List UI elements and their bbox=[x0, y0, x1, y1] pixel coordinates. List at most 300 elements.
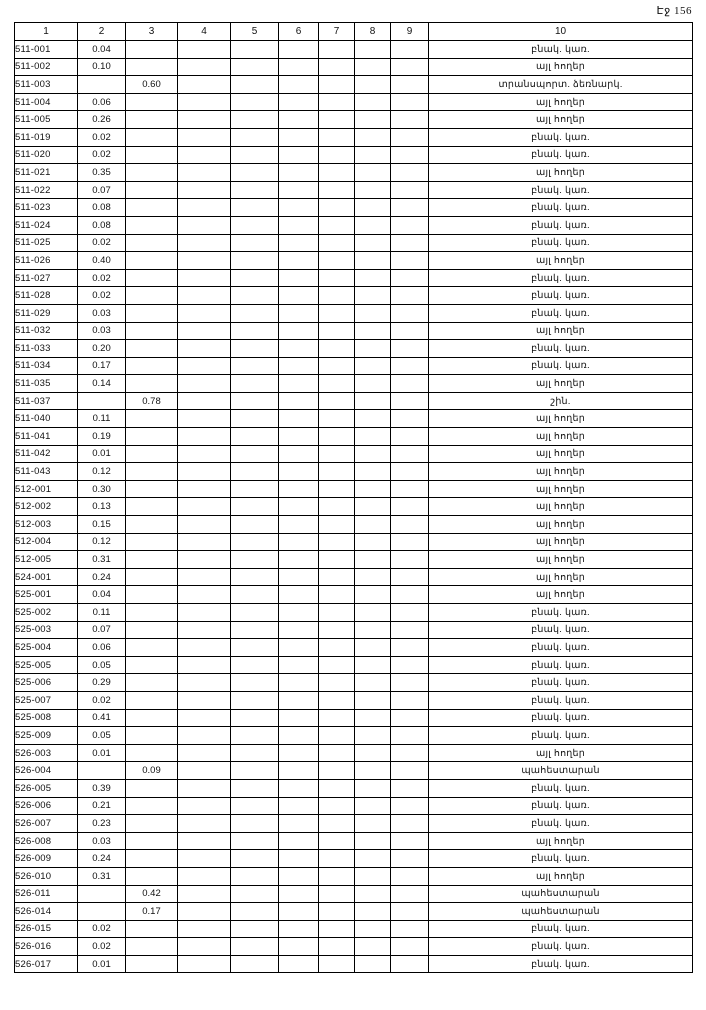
cell-value-8 bbox=[355, 920, 391, 938]
table-row bbox=[15, 111, 693, 129]
cell-value-8 bbox=[355, 199, 391, 217]
table-row bbox=[15, 551, 693, 569]
cell-value-4 bbox=[178, 93, 231, 111]
cell-value-6 bbox=[279, 58, 319, 76]
cell-value-4 bbox=[178, 903, 231, 921]
table-row bbox=[15, 621, 693, 639]
cell-value-8 bbox=[355, 357, 391, 375]
cell-value-3: 0.17 bbox=[126, 903, 178, 921]
cell-value-6 bbox=[279, 322, 319, 340]
cell-usage-note: բնակ. կառ. bbox=[429, 920, 693, 938]
cell-value-7 bbox=[319, 410, 355, 428]
cell-value-8 bbox=[355, 586, 391, 604]
cell-value-2: 0.02 bbox=[78, 234, 126, 252]
cell-usage-note: այլ հողեր bbox=[429, 744, 693, 762]
cell-value-4 bbox=[178, 322, 231, 340]
cell-value-2: 0.13 bbox=[78, 498, 126, 516]
cell-value-5 bbox=[231, 340, 279, 358]
cell-value-2: 0.03 bbox=[78, 322, 126, 340]
cell-value-6 bbox=[279, 516, 319, 534]
cell-value-9 bbox=[391, 58, 429, 76]
cell-value-2: 0.02 bbox=[78, 128, 126, 146]
cell-value-7 bbox=[319, 903, 355, 921]
cell-value-4 bbox=[178, 41, 231, 59]
cell-value-2: 0.02 bbox=[78, 938, 126, 956]
cell-usage-note: տրանսպորտ. ձեռնարկ. bbox=[429, 76, 693, 94]
cell-value-5 bbox=[231, 691, 279, 709]
table-row bbox=[15, 604, 693, 622]
cell-value-4 bbox=[178, 727, 231, 745]
cell-value-6 bbox=[279, 903, 319, 921]
table-row bbox=[15, 498, 693, 516]
cell-value-3 bbox=[126, 815, 178, 833]
cell-value-4 bbox=[178, 920, 231, 938]
cell-value-6 bbox=[279, 287, 319, 305]
cell-value-3 bbox=[126, 516, 178, 534]
cell-value-5 bbox=[231, 885, 279, 903]
cell-value-3 bbox=[126, 691, 178, 709]
cell-value-9 bbox=[391, 727, 429, 745]
cell-value-8 bbox=[355, 674, 391, 692]
cell-usage-note: այլ հողեր bbox=[429, 480, 693, 498]
cell-usage-note: բնակ. կառ. bbox=[429, 41, 693, 59]
cell-value-5 bbox=[231, 463, 279, 481]
cell-value-7 bbox=[319, 41, 355, 59]
table-row bbox=[15, 287, 693, 305]
cell-parcel-code: 511-026 bbox=[15, 252, 78, 270]
cell-value-4 bbox=[178, 304, 231, 322]
cell-parcel-code: 526-003 bbox=[15, 744, 78, 762]
table-row bbox=[15, 885, 693, 903]
cell-value-4 bbox=[178, 815, 231, 833]
cell-parcel-code: 511-023 bbox=[15, 199, 78, 217]
cell-value-5 bbox=[231, 392, 279, 410]
cell-value-4 bbox=[178, 516, 231, 534]
cell-value-3 bbox=[126, 146, 178, 164]
cell-value-5 bbox=[231, 252, 279, 270]
cell-parcel-code: 511-025 bbox=[15, 234, 78, 252]
cell-usage-note: այլ հողեր bbox=[429, 498, 693, 516]
cell-parcel-code: 511-034 bbox=[15, 357, 78, 375]
cell-value-6 bbox=[279, 955, 319, 973]
cell-value-7 bbox=[319, 779, 355, 797]
cell-value-9 bbox=[391, 762, 429, 780]
cell-value-3 bbox=[126, 938, 178, 956]
cell-value-3 bbox=[126, 656, 178, 674]
cell-parcel-code: 525-005 bbox=[15, 656, 78, 674]
table-row bbox=[15, 164, 693, 182]
cell-value-7 bbox=[319, 234, 355, 252]
cell-value-4 bbox=[178, 340, 231, 358]
cell-value-4 bbox=[178, 709, 231, 727]
cell-value-6 bbox=[279, 93, 319, 111]
cell-value-5 bbox=[231, 815, 279, 833]
cell-value-5 bbox=[231, 727, 279, 745]
cell-parcel-code: 512-004 bbox=[15, 533, 78, 551]
table-body bbox=[15, 41, 693, 973]
cell-value-4 bbox=[178, 867, 231, 885]
cell-value-5 bbox=[231, 903, 279, 921]
cell-value-4 bbox=[178, 146, 231, 164]
cell-value-5 bbox=[231, 269, 279, 287]
table-row bbox=[15, 955, 693, 973]
cell-value-3 bbox=[126, 287, 178, 305]
cell-value-4 bbox=[178, 269, 231, 287]
cell-value-9 bbox=[391, 744, 429, 762]
cell-value-4 bbox=[178, 498, 231, 516]
cell-value-7 bbox=[319, 340, 355, 358]
cell-value-8 bbox=[355, 375, 391, 393]
cell-value-9 bbox=[391, 445, 429, 463]
cell-value-3 bbox=[126, 674, 178, 692]
cell-value-9 bbox=[391, 516, 429, 534]
cell-value-3 bbox=[126, 252, 178, 270]
cell-parcel-code: 511-003 bbox=[15, 76, 78, 94]
cell-value-8 bbox=[355, 269, 391, 287]
table-row bbox=[15, 463, 693, 481]
cell-value-8 bbox=[355, 867, 391, 885]
cell-usage-note: բնակ. կառ. bbox=[429, 146, 693, 164]
cell-value-8 bbox=[355, 76, 391, 94]
cell-value-3 bbox=[126, 850, 178, 868]
cell-value-3 bbox=[126, 181, 178, 199]
cell-value-9 bbox=[391, 604, 429, 622]
cell-value-9 bbox=[391, 41, 429, 59]
cell-value-5 bbox=[231, 199, 279, 217]
cell-value-4 bbox=[178, 445, 231, 463]
cell-value-7 bbox=[319, 181, 355, 199]
cell-parcel-code: 525-009 bbox=[15, 727, 78, 745]
cell-value-3 bbox=[126, 199, 178, 217]
cell-value-8 bbox=[355, 128, 391, 146]
cell-usage-note: բնակ. կառ. bbox=[429, 181, 693, 199]
cell-value-7 bbox=[319, 445, 355, 463]
cell-parcel-code: 511-001 bbox=[15, 41, 78, 59]
cell-value-5 bbox=[231, 920, 279, 938]
table-row bbox=[15, 797, 693, 815]
cell-value-3 bbox=[126, 586, 178, 604]
column-header-3: 3 bbox=[126, 23, 178, 41]
cell-value-2: 0.23 bbox=[78, 815, 126, 833]
table-row bbox=[15, 410, 693, 428]
cell-value-5 bbox=[231, 832, 279, 850]
cell-value-6 bbox=[279, 727, 319, 745]
table-row bbox=[15, 850, 693, 868]
cell-value-9 bbox=[391, 322, 429, 340]
cell-value-8 bbox=[355, 797, 391, 815]
cell-value-7 bbox=[319, 269, 355, 287]
cell-value-8 bbox=[355, 111, 391, 129]
table-row bbox=[15, 639, 693, 657]
cell-value-3 bbox=[126, 621, 178, 639]
cell-parcel-code: 511-037 bbox=[15, 392, 78, 410]
cell-parcel-code: 511-029 bbox=[15, 304, 78, 322]
cell-value-2: 0.40 bbox=[78, 252, 126, 270]
table-row bbox=[15, 533, 693, 551]
table-row bbox=[15, 709, 693, 727]
cell-usage-note: այլ հողեր bbox=[429, 516, 693, 534]
cell-value-5 bbox=[231, 93, 279, 111]
cell-usage-note: այլ հողեր bbox=[429, 551, 693, 569]
cell-value-9 bbox=[391, 920, 429, 938]
cell-parcel-code: 526-004 bbox=[15, 762, 78, 780]
cell-value-8 bbox=[355, 146, 391, 164]
cell-value-5 bbox=[231, 428, 279, 446]
cell-value-6 bbox=[279, 674, 319, 692]
cell-usage-note: այլ հողեր bbox=[429, 832, 693, 850]
cell-value-9 bbox=[391, 340, 429, 358]
table-row bbox=[15, 867, 693, 885]
cell-usage-note: այլ հողեր bbox=[429, 586, 693, 604]
cell-parcel-code: 511-040 bbox=[15, 410, 78, 428]
cell-value-5 bbox=[231, 216, 279, 234]
cell-value-6 bbox=[279, 76, 319, 94]
cell-value-3 bbox=[126, 234, 178, 252]
cell-parcel-code: 511-027 bbox=[15, 269, 78, 287]
table-row bbox=[15, 41, 693, 59]
cell-value-5 bbox=[231, 674, 279, 692]
cell-value-6 bbox=[279, 128, 319, 146]
cell-value-3 bbox=[126, 410, 178, 428]
cell-usage-note: այլ հողեր bbox=[429, 533, 693, 551]
cell-value-7 bbox=[319, 428, 355, 446]
cell-value-7 bbox=[319, 832, 355, 850]
column-header-7: 7 bbox=[319, 23, 355, 41]
cell-value-9 bbox=[391, 428, 429, 446]
cell-value-2 bbox=[78, 762, 126, 780]
cell-parcel-code: 512-001 bbox=[15, 480, 78, 498]
cell-value-9 bbox=[391, 903, 429, 921]
cell-value-9 bbox=[391, 93, 429, 111]
cell-value-3 bbox=[126, 304, 178, 322]
table-row bbox=[15, 428, 693, 446]
cell-value-9 bbox=[391, 533, 429, 551]
cell-value-6 bbox=[279, 604, 319, 622]
cell-value-6 bbox=[279, 867, 319, 885]
cell-value-2: 0.24 bbox=[78, 568, 126, 586]
cell-value-2: 0.03 bbox=[78, 832, 126, 850]
cell-value-4 bbox=[178, 375, 231, 393]
cell-value-7 bbox=[319, 58, 355, 76]
cell-value-9 bbox=[391, 850, 429, 868]
cell-usage-note: այլ հողեր bbox=[429, 252, 693, 270]
cell-value-9 bbox=[391, 885, 429, 903]
cell-parcel-code: 511-020 bbox=[15, 146, 78, 164]
cell-value-4 bbox=[178, 410, 231, 428]
cell-value-7 bbox=[319, 480, 355, 498]
cell-value-8 bbox=[355, 164, 391, 182]
cell-value-9 bbox=[391, 357, 429, 375]
cell-usage-note: բնակ. կառ. bbox=[429, 269, 693, 287]
cell-value-7 bbox=[319, 621, 355, 639]
cell-usage-note: բնակ. կառ. bbox=[429, 128, 693, 146]
table-row bbox=[15, 691, 693, 709]
cell-value-4 bbox=[178, 674, 231, 692]
cell-usage-note: բնակ. կառ. bbox=[429, 674, 693, 692]
cell-usage-note: այլ հողեր bbox=[429, 463, 693, 481]
cell-value-2 bbox=[78, 885, 126, 903]
cell-value-7 bbox=[319, 128, 355, 146]
cell-value-7 bbox=[319, 709, 355, 727]
cell-value-6 bbox=[279, 164, 319, 182]
cell-value-5 bbox=[231, 955, 279, 973]
cell-value-4 bbox=[178, 938, 231, 956]
cell-usage-note: այլ հողեր bbox=[429, 111, 693, 129]
table-row bbox=[15, 938, 693, 956]
cell-value-6 bbox=[279, 375, 319, 393]
cell-value-6 bbox=[279, 656, 319, 674]
cell-value-8 bbox=[355, 656, 391, 674]
table-row bbox=[15, 199, 693, 217]
cell-value-6 bbox=[279, 938, 319, 956]
cell-value-9 bbox=[391, 709, 429, 727]
cell-value-3 bbox=[126, 445, 178, 463]
cell-value-6 bbox=[279, 216, 319, 234]
cell-value-2: 0.31 bbox=[78, 867, 126, 885]
cell-value-2: 0.30 bbox=[78, 480, 126, 498]
cell-value-8 bbox=[355, 551, 391, 569]
cell-parcel-code: 525-004 bbox=[15, 639, 78, 657]
cell-value-8 bbox=[355, 463, 391, 481]
cell-value-5 bbox=[231, 797, 279, 815]
cell-parcel-code: 511-022 bbox=[15, 181, 78, 199]
cell-value-9 bbox=[391, 621, 429, 639]
table-row bbox=[15, 674, 693, 692]
cell-value-9 bbox=[391, 392, 429, 410]
cell-usage-note: բնակ. կառ. bbox=[429, 850, 693, 868]
cell-value-6 bbox=[279, 586, 319, 604]
cell-value-6 bbox=[279, 445, 319, 463]
cell-value-7 bbox=[319, 744, 355, 762]
cell-value-8 bbox=[355, 850, 391, 868]
cell-value-6 bbox=[279, 797, 319, 815]
cell-value-2: 0.29 bbox=[78, 674, 126, 692]
table-row bbox=[15, 903, 693, 921]
cell-value-5 bbox=[231, 445, 279, 463]
cell-value-9 bbox=[391, 815, 429, 833]
cell-value-9 bbox=[391, 797, 429, 815]
cell-value-4 bbox=[178, 604, 231, 622]
cell-value-3 bbox=[126, 480, 178, 498]
cell-parcel-code: 526-008 bbox=[15, 832, 78, 850]
cell-value-8 bbox=[355, 428, 391, 446]
cell-value-9 bbox=[391, 146, 429, 164]
cell-value-8 bbox=[355, 639, 391, 657]
cell-value-7 bbox=[319, 604, 355, 622]
cell-value-7 bbox=[319, 357, 355, 375]
cell-value-8 bbox=[355, 832, 391, 850]
cell-value-3 bbox=[126, 955, 178, 973]
cell-value-8 bbox=[355, 516, 391, 534]
column-header-2: 2 bbox=[78, 23, 126, 41]
cell-value-8 bbox=[355, 885, 391, 903]
cell-parcel-code: 512-002 bbox=[15, 498, 78, 516]
cell-value-6 bbox=[279, 920, 319, 938]
cell-value-6 bbox=[279, 621, 319, 639]
cell-parcel-code: 511-005 bbox=[15, 111, 78, 129]
cell-value-9 bbox=[391, 955, 429, 973]
cell-value-9 bbox=[391, 234, 429, 252]
cell-value-7 bbox=[319, 639, 355, 657]
cell-value-2: 0.01 bbox=[78, 744, 126, 762]
cell-value-6 bbox=[279, 357, 319, 375]
cell-value-8 bbox=[355, 709, 391, 727]
cell-value-5 bbox=[231, 586, 279, 604]
cell-value-5 bbox=[231, 146, 279, 164]
cell-parcel-code: 512-005 bbox=[15, 551, 78, 569]
cell-value-5 bbox=[231, 498, 279, 516]
cell-value-8 bbox=[355, 604, 391, 622]
cell-value-4 bbox=[178, 76, 231, 94]
cell-value-2: 0.08 bbox=[78, 216, 126, 234]
cell-value-2: 0.12 bbox=[78, 533, 126, 551]
cell-value-5 bbox=[231, 480, 279, 498]
cell-usage-note: բնակ. կառ. bbox=[429, 621, 693, 639]
cell-value-6 bbox=[279, 199, 319, 217]
cell-value-5 bbox=[231, 744, 279, 762]
cell-value-4 bbox=[178, 199, 231, 217]
cell-usage-note: այլ հողեր bbox=[429, 428, 693, 446]
cell-value-6 bbox=[279, 234, 319, 252]
cell-value-2: 0.26 bbox=[78, 111, 126, 129]
cell-value-5 bbox=[231, 111, 279, 129]
cell-value-4 bbox=[178, 128, 231, 146]
cell-value-9 bbox=[391, 252, 429, 270]
table-row bbox=[15, 375, 693, 393]
cell-value-7 bbox=[319, 938, 355, 956]
cell-value-7 bbox=[319, 691, 355, 709]
cell-value-7 bbox=[319, 533, 355, 551]
cell-value-6 bbox=[279, 885, 319, 903]
table-row bbox=[15, 920, 693, 938]
table-row bbox=[15, 269, 693, 287]
cell-value-2: 0.39 bbox=[78, 779, 126, 797]
cell-value-2: 0.02 bbox=[78, 269, 126, 287]
cell-value-5 bbox=[231, 516, 279, 534]
cell-value-2: 0.08 bbox=[78, 199, 126, 217]
cell-usage-note: բնակ. կառ. bbox=[429, 234, 693, 252]
cell-usage-note: բնակ. կառ. bbox=[429, 955, 693, 973]
cell-value-8 bbox=[355, 903, 391, 921]
column-header-4: 4 bbox=[178, 23, 231, 41]
cell-value-2: 0.12 bbox=[78, 463, 126, 481]
cell-value-6 bbox=[279, 815, 319, 833]
cell-value-2: 0.04 bbox=[78, 586, 126, 604]
cell-usage-note: այլ հողեր bbox=[429, 375, 693, 393]
cell-value-8 bbox=[355, 568, 391, 586]
cell-value-8 bbox=[355, 691, 391, 709]
cell-value-5 bbox=[231, 181, 279, 199]
table-row bbox=[15, 656, 693, 674]
cell-value-4 bbox=[178, 463, 231, 481]
cell-value-7 bbox=[319, 656, 355, 674]
cell-value-2: 0.14 bbox=[78, 375, 126, 393]
cell-value-7 bbox=[319, 304, 355, 322]
cell-value-4 bbox=[178, 252, 231, 270]
cell-value-6 bbox=[279, 832, 319, 850]
cell-value-8 bbox=[355, 93, 391, 111]
cell-value-7 bbox=[319, 586, 355, 604]
cell-value-6 bbox=[279, 551, 319, 569]
cell-usage-note: բնակ. կառ. bbox=[429, 340, 693, 358]
cell-value-7 bbox=[319, 146, 355, 164]
cell-value-4 bbox=[178, 885, 231, 903]
cell-value-8 bbox=[355, 181, 391, 199]
cell-value-3 bbox=[126, 164, 178, 182]
cell-parcel-code: 511-028 bbox=[15, 287, 78, 305]
cell-value-4 bbox=[178, 762, 231, 780]
cell-value-2 bbox=[78, 392, 126, 410]
